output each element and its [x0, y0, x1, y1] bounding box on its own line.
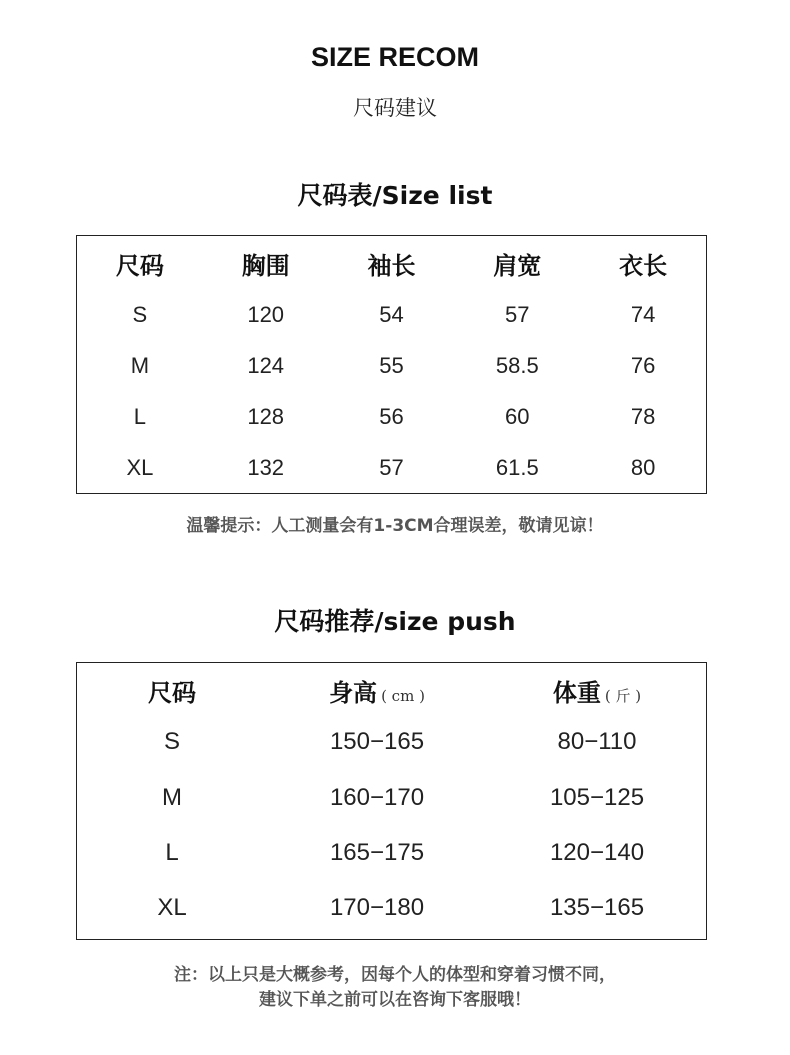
table-row — [77, 302, 706, 328]
table-cell: 54 — [379, 302, 404, 327]
recommendation-note-line2: 建议下单之前可以在咨询下客服哦！ — [259, 990, 531, 1010]
column-header: 肩宽 — [493, 252, 542, 280]
column-header: 尺码 — [115, 252, 164, 280]
table-cell: XL — [157, 894, 187, 921]
table-header-row — [77, 673, 706, 713]
table-cell: 61.5 — [495, 455, 539, 480]
table-cell: S — [163, 728, 180, 755]
table-row — [77, 728, 706, 768]
table-cell: S — [132, 302, 148, 327]
table-row — [77, 455, 706, 481]
column-header: 袖长 — [367, 252, 416, 280]
page-title: SIZE RECOM — [310, 42, 479, 72]
table-row — [77, 784, 706, 824]
column-header: 胸围 — [241, 252, 290, 280]
table-cell: 150−165 — [329, 728, 425, 755]
table-cell: M — [130, 353, 150, 378]
table-cell: 76 — [630, 353, 656, 378]
table-cell: 55 — [379, 353, 404, 378]
table-cell: M — [162, 784, 182, 811]
column-header — [127, 673, 217, 708]
table-cell: 124 — [247, 353, 285, 378]
table-row — [77, 353, 706, 379]
column-header: 衣长 — [619, 252, 668, 280]
table-cell: 80 — [630, 455, 656, 480]
size-push-title: 尺码推荐/size push — [274, 607, 516, 636]
column-unit: ( 斤 ) — [604, 687, 642, 705]
table-cell: 165−175 — [329, 839, 425, 866]
size-list-title: 尺码表/Size list — [297, 181, 493, 210]
table-cell: 128 — [247, 404, 285, 429]
table-cell: 105−125 — [549, 784, 645, 811]
column-header-label: 身高 — [329, 679, 378, 707]
table-cell: L — [165, 839, 179, 866]
table-row — [77, 839, 706, 879]
table-cell: 56 — [379, 404, 404, 429]
table-cell: 78 — [630, 404, 656, 429]
column-header — [277, 673, 477, 708]
table-cell: 57 — [379, 455, 404, 480]
recommendation-note-line1: 注：以上只是大概参考，因每个人的体型和穿着习惯不同， — [174, 965, 616, 985]
table-row — [77, 404, 706, 430]
table-cell: 170−180 — [329, 894, 425, 921]
table-row — [77, 894, 706, 934]
table-cell: 132 — [247, 455, 285, 480]
table-cell: 120−140 — [549, 839, 645, 866]
table-cell: 120 — [247, 302, 285, 327]
page-subtitle: 尺码建议 — [353, 96, 437, 120]
table-cell: 80−110 — [557, 728, 637, 755]
measurement-note: 温馨提示：人工测量会有1-3CM合理误差，敬请见谅！ — [186, 516, 604, 536]
table-cell: 57 — [505, 302, 530, 327]
size-push-table — [76, 662, 707, 940]
table-cell: L — [133, 404, 147, 429]
column-header-label: 体重 — [552, 679, 601, 707]
table-cell: 58.5 — [495, 353, 539, 378]
column-header — [497, 673, 697, 708]
table-cell: 74 — [630, 302, 656, 327]
table-header-row — [77, 246, 706, 281]
column-header-label: 尺码 — [148, 679, 196, 707]
table-cell: 160−170 — [329, 784, 425, 811]
table-cell: 60 — [505, 404, 530, 429]
column-unit: ( cm ) — [381, 687, 425, 705]
table-cell: 135−165 — [549, 894, 645, 921]
table-cell: XL — [126, 455, 154, 480]
size-list-table — [76, 235, 707, 494]
